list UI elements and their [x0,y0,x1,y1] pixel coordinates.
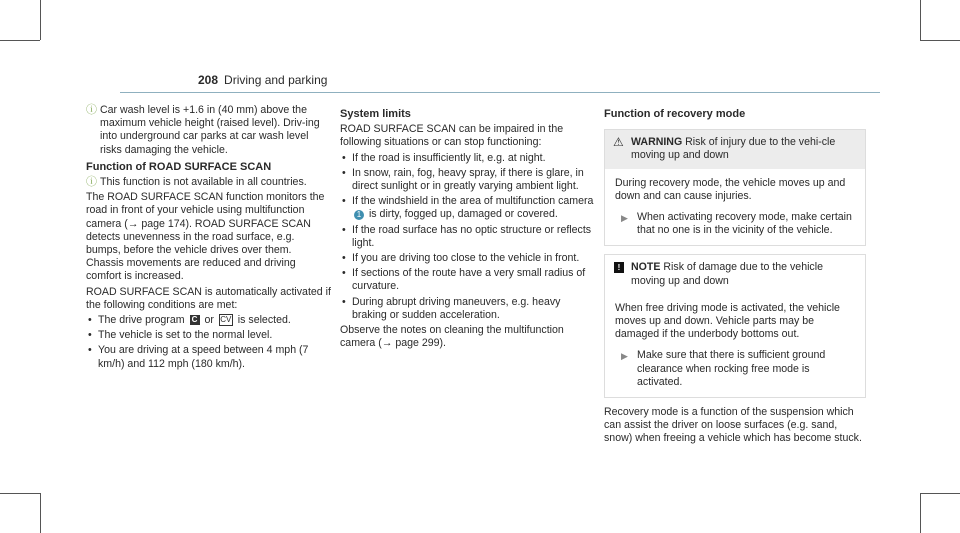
column-left [86,104,331,373]
list-item: • If sections of the route have a very small radius of curvature. [340,267,595,293]
crop-mark [920,0,921,40]
drive-program-cv-icon: CV [220,315,232,325]
limits-list [340,152,595,322]
list-item: • In snow, rain, fog, heavy spray, if there is glare, in direct sunlight or in greatly varying ambient light. [340,167,595,193]
list-item: • If the road surface has no optic structure or reflects light. [340,224,595,250]
warning-title: Risk of injury due to the vehi-cle moving up and down [631,136,836,162]
page-number: 208 [198,73,219,87]
crop-mark [0,493,40,494]
paragraph: Observe the notes on cleaning the multifunction camera (→ page 299). [340,324,564,350]
list-item: • If the windshield in the area of multifunction camera 1 is dirty, fogged up, damaged or covered. [340,195,595,221]
header-rule [120,92,880,93]
info-icon: ⓘ [86,104,97,116]
warning-body [605,169,865,246]
crop-mark [40,0,41,40]
crop-mark [40,493,41,533]
crop-mark [920,493,960,494]
paragraph: Recovery mode is a function of the suspension which can assist the driver on loose surfaces (e.g. sand, snow) when freeing a vehicle which has become stuck. [604,406,862,445]
paragraph: During recovery mode, the vehicle moves up and down and can cause injuries. [615,176,846,202]
list-item: • The drive program C or CV is selected. [86,314,331,327]
info-icon: ⓘ [86,176,97,189]
warning-label: WARNING [631,136,683,149]
list-item: • If the road is insufficiently lit, e.g. at night. [340,152,595,165]
section-heading: Function of ROAD SURFACE SCAN [86,160,272,173]
action-arrow-icon: ▶ [621,213,628,224]
section-title: Driving and parking [224,73,328,87]
list-item: • You are driving at a speed between 4 mph (7 km/h) and 112 mph (180 km/h). [86,344,331,370]
crop-mark [920,493,921,533]
section-heading: System limits [340,108,411,120]
action-arrow-icon: ▶ [621,351,628,362]
conditions-list [86,314,331,371]
warning-header [605,130,865,168]
section-heading: Function of recovery mode [604,108,746,120]
notice-box [604,254,866,398]
notice-body [605,294,865,397]
drive-program-c-icon: C [190,315,200,325]
notice-header [605,255,865,293]
action-item: ▶ When activating recovery mode, make certain that no one is in the vicinity of the vehicle. [621,211,852,237]
warning-box [604,129,866,246]
callout-1-icon: 1 [354,210,364,220]
column-middle [340,104,595,352]
paragraph: ROAD SURFACE SCAN can be impaired in the following situations or can stop functioning: [340,123,564,149]
column-right [604,104,866,448]
paragraph: The ROAD SURFACE SCAN function monitors the road in front of your vehicle using multifunction camera (→ page 174). ROAD SURFACE SCAN detects unevenness in the road surface, e.g. bumps, before the vehicle drives over them. Chassis movements are reduced and driving comfort is increased. [86,191,325,283]
notice-label: NOTE [631,261,661,274]
list-item: • During abrupt driving maneuvers, e.g. heavy braking or sudden acceleration. [340,296,595,322]
action-item: ▶ Make sure that there is sufficient ground clearance when rocking free mode is activated. [621,349,826,388]
list-item: • The vehicle is set to the normal level. [86,329,331,342]
page-header [198,73,327,87]
notice-icon: ! [614,262,624,273]
paragraph: ROAD SURFACE SCAN is automatically activated if the following conditions are met: [86,285,331,311]
notice-title: Risk of damage due to the vehicle moving up and down [631,261,823,287]
list-item: • If you are driving too close to the vehicle in front. [340,252,595,265]
crop-mark [920,40,960,41]
info-note: ⓘ Car wash level is +1.6 in (40 mm) above the maximum vehicle height (raised level). Driv-ing into underground car parks at car wash level risks damaging the vehicle. [86,104,320,156]
crop-mark [0,40,40,41]
paragraph: When free driving mode is activated, the vehicle moves up and down. Vehicle parts may be damaged if the underbody bottoms out. [615,301,840,341]
info-note: ⓘ This function is not available in all countries. [86,176,307,189]
warning-icon: ⚠ [613,135,624,150]
